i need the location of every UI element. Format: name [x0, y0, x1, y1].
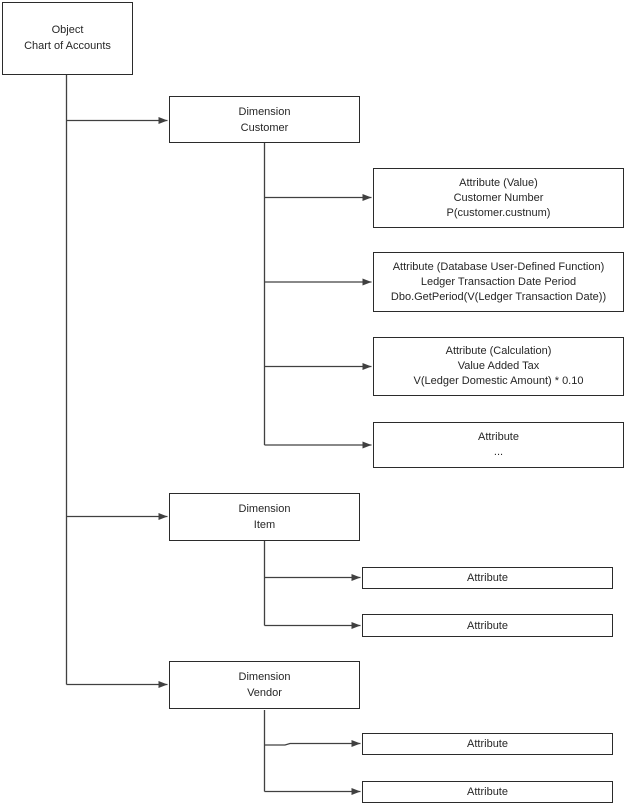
node-label-line: Chart of Accounts — [24, 39, 111, 52]
node-label-line: Attribute — [467, 738, 508, 750]
node-label-line: Item — [253, 519, 276, 531]
node-dimension-vendor — [169, 661, 360, 709]
node-dimension-item — [169, 493, 360, 541]
node-label-line: Dimension — [238, 105, 291, 118]
node-label-line: Dimension — [238, 671, 291, 683]
node-label-line: Dbo.GetPeriod(V(Ledger Transaction Date)) — [390, 290, 607, 303]
node-label-line: Attribute (Calculation) — [445, 345, 552, 357]
node-label-line: Attribute — [467, 786, 508, 798]
node-attribute-vendor-2 — [362, 781, 613, 803]
node-label-line: Ledger Transaction Date Period — [420, 275, 577, 288]
connector-vendor-to-attr-1 — [265, 744, 361, 746]
node-attribute-customer-udf — [373, 252, 624, 312]
node-label-line: Attribute (Value) — [459, 176, 538, 189]
node-label-line: P(customer.custnum) — [446, 206, 551, 219]
node-label-line: Attribute — [478, 431, 519, 443]
node-attribute-item-1 — [362, 567, 613, 589]
node-label-line: Customer — [240, 121, 289, 134]
node-label-line: Attribute — [467, 572, 508, 584]
node-label-line: Value Added Tax — [457, 360, 540, 372]
node-object-chart-of-accounts — [2, 2, 133, 75]
node-attribute-item-2 — [362, 614, 613, 637]
node-label-line: Dimension — [238, 503, 291, 515]
node-attribute-vendor-1 — [362, 733, 613, 755]
node-label-line: Attribute — [467, 619, 508, 632]
node-attribute-customer-value — [373, 168, 624, 228]
node-label-line: Vendor — [247, 687, 282, 699]
node-attribute-customer-calculation — [373, 337, 624, 396]
node-label-line: Object — [51, 24, 84, 36]
node-dimension-customer — [169, 96, 360, 143]
node-label-line: Attribute (Database User-Defined Function) — [392, 260, 605, 273]
node-label-line: V(Ledger Domestic Amount) * 0.10 — [413, 375, 584, 387]
node-label-line: Customer Number — [453, 191, 544, 204]
node-label-line: ... — [493, 446, 504, 458]
node-attribute-customer-more — [373, 422, 624, 468]
